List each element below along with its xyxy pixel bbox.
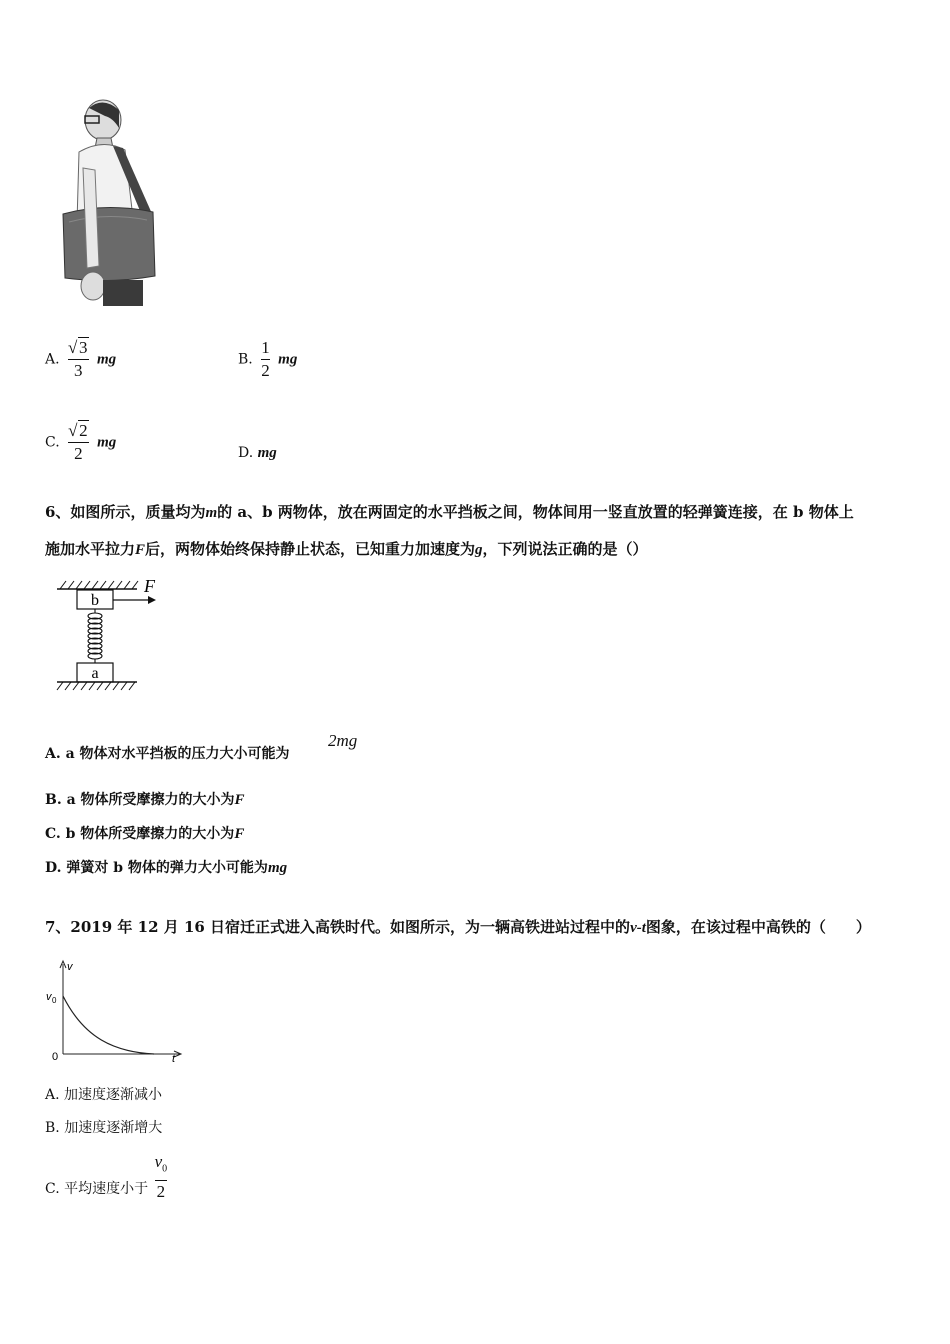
option-b-letter: B. <box>238 351 253 368</box>
option-a-denominator: 3 <box>74 361 83 380</box>
q7-x-label: t <box>172 1053 176 1065</box>
q7-option-c-fraction <box>155 1152 168 1202</box>
option-c-numerator: 2 <box>79 421 88 440</box>
q6-option-c-math: F <box>234 826 245 842</box>
option-d <box>238 443 277 463</box>
option-a-numerator: 3 <box>79 338 88 357</box>
option-a-fraction: √ 3 3 <box>68 338 88 380</box>
q7-option-a: A. 加速度逐渐减小 <box>45 1087 163 1103</box>
option-a-unit: mg <box>96 351 117 368</box>
q6-option-b <box>45 790 245 810</box>
option-b-denominator: 2 <box>261 361 270 380</box>
q7-origin-label: 0 <box>52 1051 59 1063</box>
option-c-unit: mg <box>97 434 117 451</box>
q7-option-c <box>45 1152 171 1202</box>
q7-stem-b: 图象，在该过程中高铁的（ ） <box>645 918 871 936</box>
q6-line1-b: 的 a、b 两物体，放在两固定的水平挡板之间，物体间用一竖直放置的轻弹簧连接，在 b 物体上 <box>217 503 854 521</box>
q7-option-c-text: C. 平均速度小于 <box>45 1181 149 1198</box>
q6-block-a-label: a <box>91 665 99 682</box>
option-a <box>45 338 116 381</box>
q6-line2-c: ，下列说法正确的是（） <box>482 540 648 558</box>
q6-force-label: F <box>144 576 155 596</box>
q6-option-a-math: 2mg <box>328 731 358 750</box>
q6-option-b-math: F <box>234 792 245 808</box>
option-d-letter: D. <box>238 445 254 461</box>
q7-y-label: v <box>67 961 73 973</box>
q6-block-b-label: b <box>91 592 99 609</box>
q6-top-hatching <box>60 581 138 589</box>
q6-var-f: F <box>135 542 146 558</box>
q6-option-d <box>45 858 287 878</box>
q7-option-b: B. 加速度逐渐增大 <box>45 1120 163 1136</box>
q6-force-arrowhead <box>148 596 156 604</box>
option-c-letter: C. <box>45 434 60 451</box>
option-d-unit: mg <box>257 445 277 461</box>
q6-var-g: g <box>475 542 483 558</box>
q6-line2 <box>45 539 648 560</box>
q6-option-c <box>45 824 244 844</box>
q7-option-c-num: v <box>154 1152 163 1171</box>
q6-var-m: m <box>205 505 218 521</box>
q7-velocity-curve <box>63 996 154 1054</box>
q7-stem <box>45 917 871 938</box>
q6-bottom-hatching <box>57 682 135 690</box>
q6-spring-figure <box>52 575 167 695</box>
q6-option-d-math: mg <box>267 860 288 876</box>
q6-line2-a: 施加水平拉力 <box>45 540 136 558</box>
option-b-numerator: 1 <box>261 338 270 357</box>
option-b-unit: mg <box>278 351 298 368</box>
q6-spring <box>88 609 102 663</box>
q6-line1-a: 6、如图所示，质量均为 <box>45 503 206 521</box>
q6-option-a-text: A. a 物体对水平挡板的压力大小可能为 <box>45 746 290 762</box>
option-c-fraction: √ 2 2 <box>68 421 88 463</box>
person-with-bag-photo <box>55 98 165 308</box>
q7-stem-a: 7、2019 年 12 月 16 日宿迁正式进入高铁时代。如图所示，为一辆高铁进站过程中的 <box>45 918 631 936</box>
q6-option-d-text: D. 弹簧对 b 物体的弹力大小可能为 <box>45 860 268 876</box>
q6-option-c-text: C. b 物体所受摩擦力的大小为 <box>45 826 235 842</box>
q7-option-c-den: 2 <box>156 1182 166 1202</box>
option-a-letter: A. <box>45 351 60 368</box>
q6-line1 <box>45 502 854 523</box>
q6-option-a <box>45 744 290 764</box>
option-b <box>238 338 297 381</box>
option-b-fraction <box>261 338 270 381</box>
q7-v0-sub: 0 <box>52 996 57 1005</box>
option-c <box>45 421 116 464</box>
q7-option-c-num-sub: 0 <box>162 1163 168 1175</box>
q7-var-vt: v-t <box>630 920 646 936</box>
q7-v0-label: v <box>46 991 52 1003</box>
option-c-denominator: 2 <box>74 444 83 463</box>
q7-vt-graph <box>44 958 189 1066</box>
q6-option-b-text: B. a 物体所受摩擦力的大小为 <box>45 792 235 808</box>
q6-line2-b: 后，两物体始终保持静止状态，已知重力加速度为 <box>145 540 476 558</box>
